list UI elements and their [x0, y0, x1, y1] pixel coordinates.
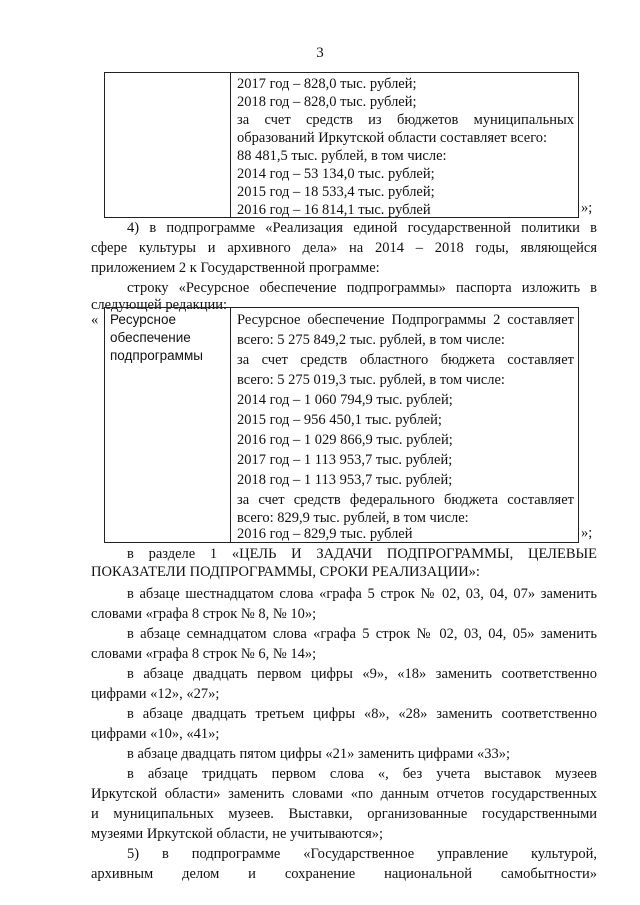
- table-cell-line: 88 481,5 тыс. рублей, в том числе:: [237, 148, 447, 164]
- table-cell-line: Ресурсное обеспечение Подпрограммы 2 составляет: [237, 312, 574, 328]
- paragraph-line: 5) в подпрограмме «Государственное управление культурой,: [127, 846, 597, 862]
- table-left-cell-line: подпрограммы: [110, 348, 203, 363]
- table-cell-line: 2015 год – 18 533,4 тыс. рублей;: [237, 184, 435, 200]
- table-cell-line: 2018 год – 1 113 953,7 тыс. рублей;: [237, 472, 453, 488]
- section-heading-line: ПОКАЗАТЕЛИ ПОДПРОГРАММЫ, СРОКИ РЕАЛИЗАЦИИ»:: [91, 564, 480, 580]
- table-column-divider: [230, 72, 231, 218]
- paragraph-line: в абзаце двадцать первом цифры «9», «18» заменить соответственно: [127, 666, 597, 682]
- table-cell-line: за счет средств областного бюджета составляет: [237, 352, 574, 368]
- paragraph-line: и муниципальных музеев. Выставки, организованные государственными: [91, 806, 597, 822]
- table-cell-line: 2017 год – 1 113 953,7 тыс. рублей;: [237, 452, 453, 468]
- paragraph-line: архивным делом и сохранение национальной самобытности»: [91, 866, 597, 882]
- paragraph-line: музеями Иркутской области, не учитываются»;: [91, 826, 384, 842]
- table-cell-line: 2018 год – 828,0 тыс. рублей;: [237, 94, 417, 110]
- page-number: 3: [316, 45, 324, 61]
- table-cell-line: 2014 год – 53 134,0 тыс. рублей;: [237, 166, 435, 182]
- table-cell-line: 2016 год – 1 029 866,9 тыс. рублей;: [237, 432, 453, 448]
- table-column-divider: [230, 307, 231, 543]
- paragraph-line: в абзаце шестнадцатом слова «графа 5 строк № 02, 03, 04, 07» заменить: [127, 586, 597, 602]
- paragraph-line: строку «Ресурсное обеспечение подпрограммы» паспорта изложить в: [127, 280, 597, 296]
- closing-quote: »;: [581, 200, 593, 216]
- table-cell-line: всего: 5 275 849,2 тыс. рублей, в том числе:: [237, 332, 505, 348]
- closing-quote: »;: [581, 525, 593, 541]
- paragraph-line: 4) в подпрограмме «Реализация единой государственной политики в: [127, 220, 597, 236]
- table-cell-line: всего: 5 275 019,3 тыс. рублей, в том числе:: [237, 372, 505, 388]
- paragraph-line: сфере культуры и архивного дела» на 2014 – 2018 годы, являющейся: [91, 240, 597, 256]
- table-left-cell-line: обеспечение: [110, 330, 191, 345]
- paragraph-line: в абзаце двадцать пятом цифры «21» заменить цифрами «33»;: [127, 746, 511, 762]
- paragraph-line: следующей редакции:: [91, 297, 228, 313]
- table-cell-line: 2015 год – 956 450,1 тыс. рублей;: [237, 412, 442, 428]
- section-heading-line: в разделе 1 «ЦЕЛЬ И ЗАДАЧИ ПОДПРОГРАММЫ, ЦЕЛЕВЫЕ: [127, 546, 597, 562]
- opening-quote: «: [91, 312, 99, 328]
- table-cell-line: за счет средств федерального бюджета составляет: [237, 492, 574, 508]
- paragraph-line: словами «графа 8 строк № 8, № 10»;: [91, 606, 317, 622]
- paragraph-line: в абзаце тридцать первом слова «, без учета выставок музеев: [127, 766, 597, 782]
- table-cell-line: 2016 год – 829,9 тыс. рублей: [237, 526, 413, 542]
- table-cell-line: 2017 год – 828,0 тыс. рублей;: [237, 76, 417, 92]
- table-cell-line: 2014 год – 1 060 794,9 тыс. рублей;: [237, 392, 453, 408]
- paragraph-line: цифрами «10», «41»;: [91, 726, 220, 742]
- paragraph-line: Иркутской области» заменить словами «по данным отчетов государственных: [91, 786, 597, 802]
- table-cell-line: всего: 829,9 тыс. рублей, в том числе:: [237, 510, 469, 526]
- table-cell-line: образований Иркутской области составляет всего:: [237, 130, 548, 146]
- paragraph-line: приложением 2 к Государственной программе:: [91, 260, 380, 276]
- table-cell-line: за счет средств из бюджетов муниципальных: [237, 112, 574, 128]
- paragraph-line: цифрами «12», «27»;: [91, 686, 220, 702]
- table-cell-line: 2016 год – 16 814,1 тыс. рублей: [237, 202, 431, 218]
- paragraph-line: словами «графа 8 строк № 6, № 14»;: [91, 646, 317, 662]
- table-left-cell-line: Ресурсное: [110, 312, 176, 327]
- paragraph-line: в абзаце двадцать третьем цифры «8», «28» заменить соответственно: [127, 706, 597, 722]
- paragraph-line: в абзаце семнадцатом слова «графа 5 строк № 02, 03, 04, 05» заменить: [127, 626, 597, 642]
